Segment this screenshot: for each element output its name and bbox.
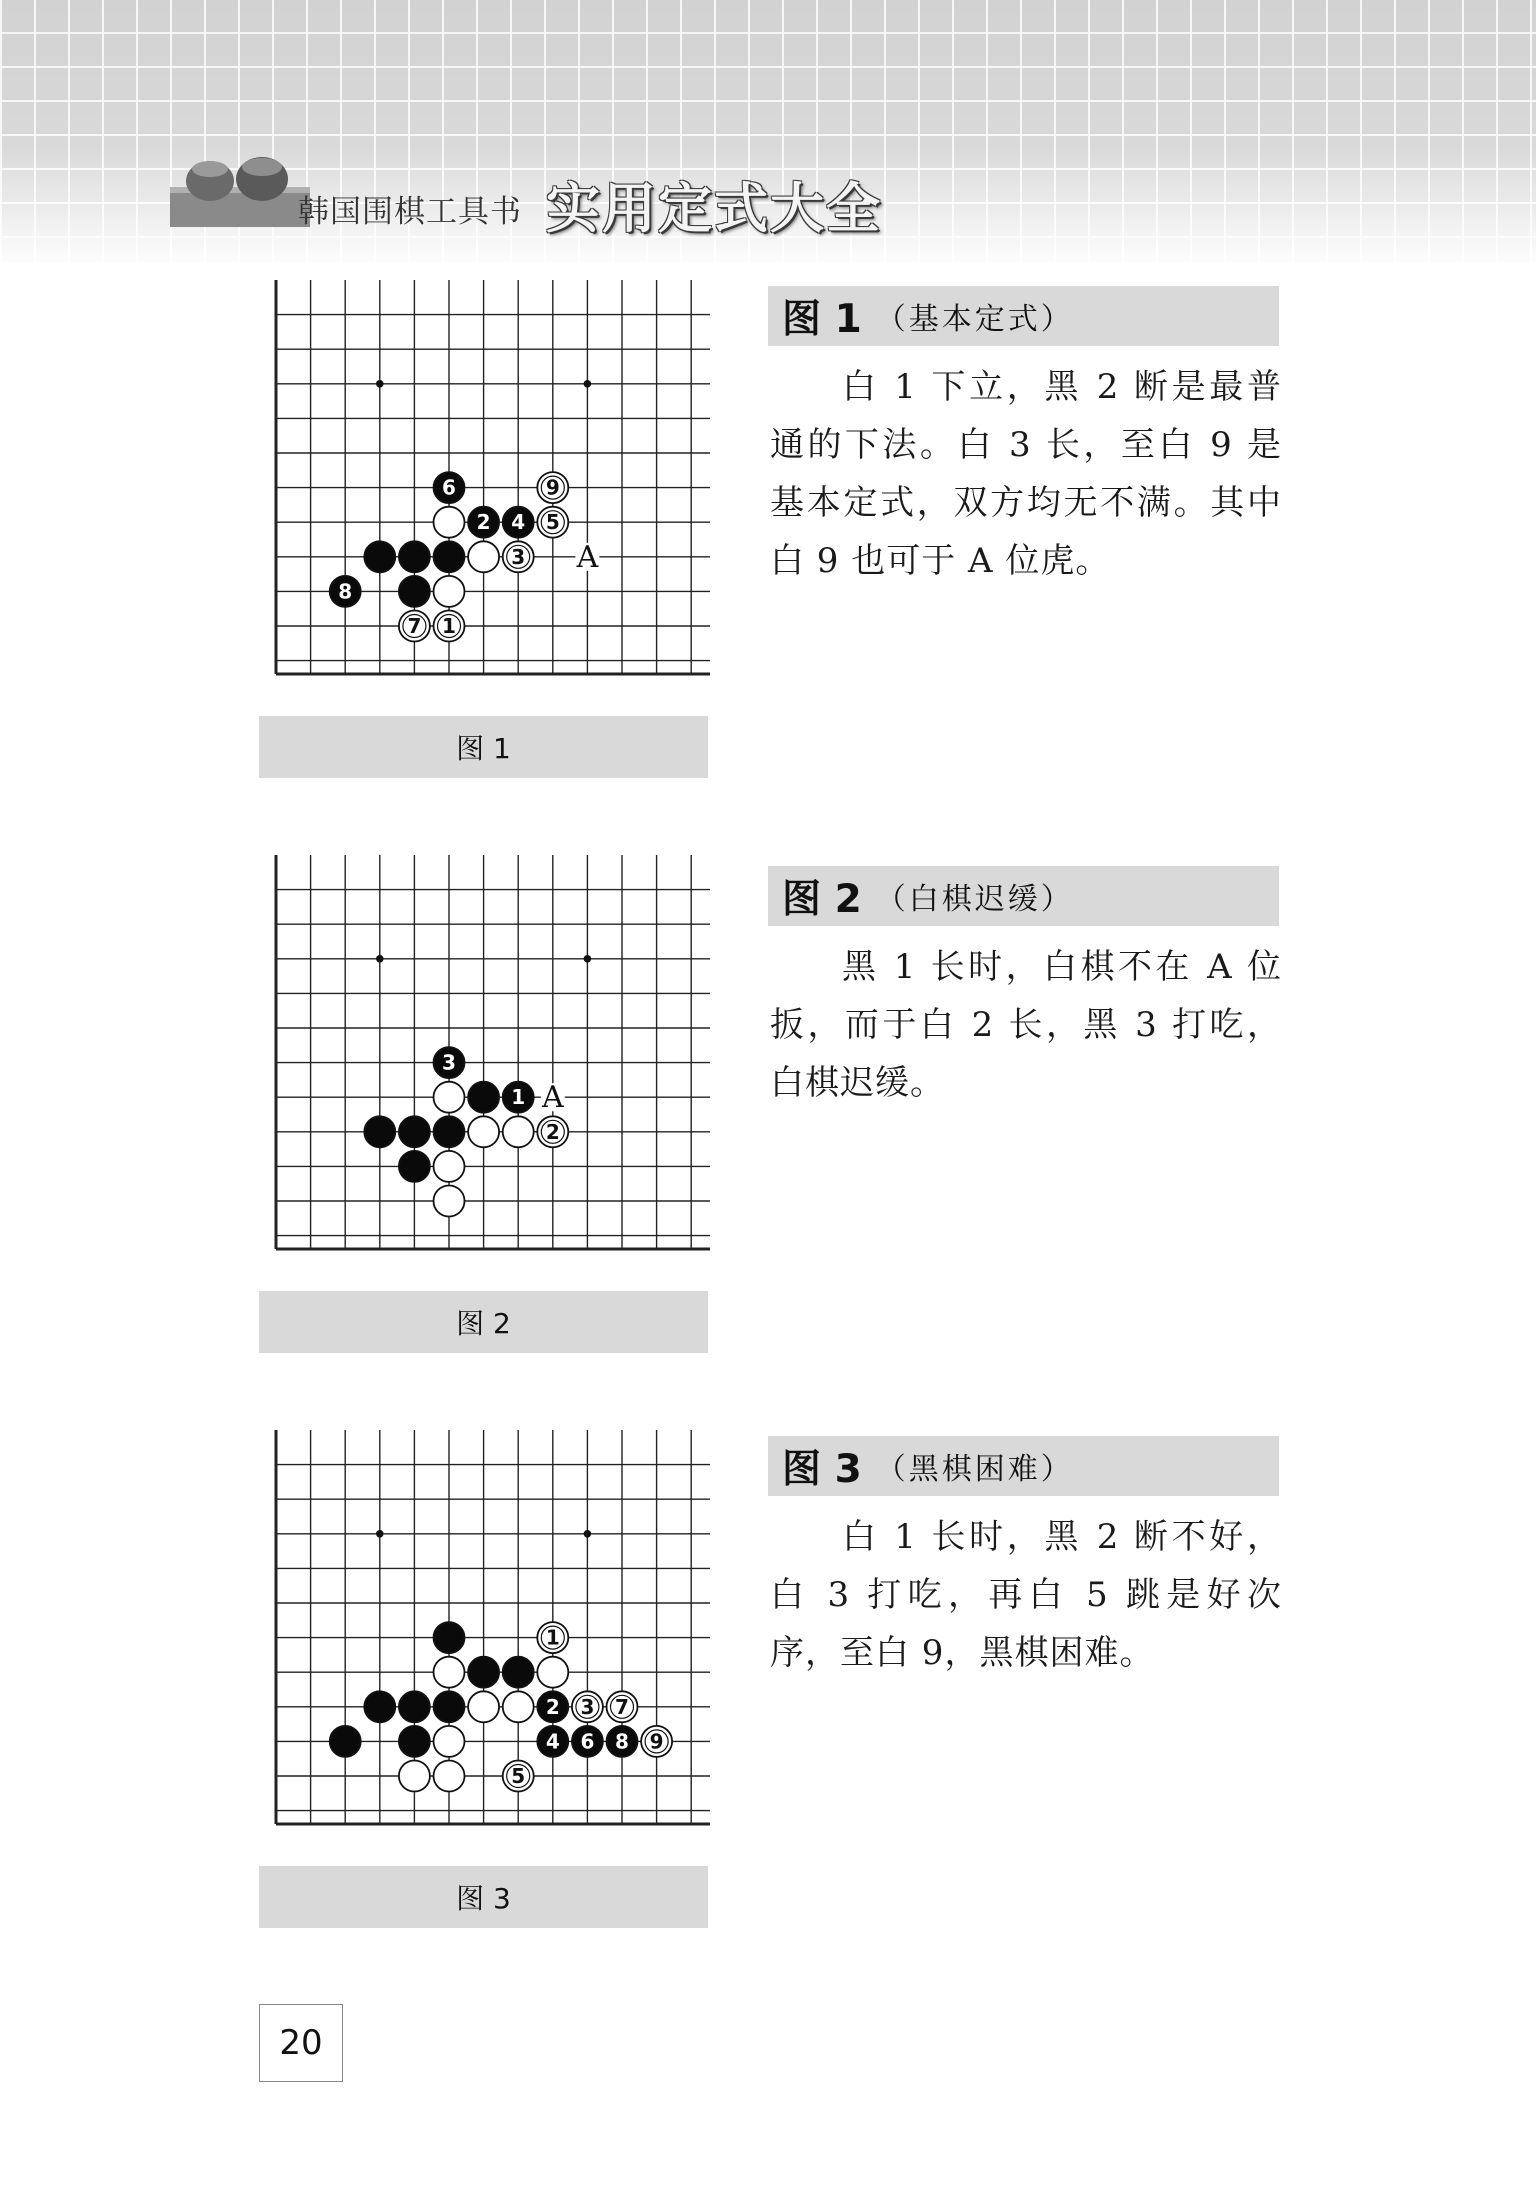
white-stone: [399, 611, 430, 642]
black-stone: [503, 1657, 534, 1688]
star-point: [376, 380, 384, 388]
svg-text:9: 9: [649, 1729, 664, 1754]
svg-text:7: 7: [615, 1694, 629, 1719]
white-stone: [537, 1657, 568, 1688]
figure-title-3: 图 3: [782, 1447, 862, 1492]
black-stone: [399, 1151, 430, 1182]
black-stone: [572, 1726, 603, 1757]
black-stone: [607, 1726, 638, 1757]
go-board-figure-1: [270, 280, 710, 690]
black-stone: [399, 576, 430, 607]
page-header: [0, 0, 1536, 262]
black-stone: [503, 507, 534, 538]
white-stone: [503, 1761, 534, 1792]
black-stone: [434, 472, 465, 503]
black-stone: [537, 1691, 568, 1722]
white-stone: [537, 507, 568, 538]
black-stone: [399, 1116, 430, 1147]
board-grid: [276, 855, 710, 1249]
star-point: [584, 1530, 592, 1538]
black-stone: [330, 576, 361, 607]
white-stone: [434, 1761, 465, 1792]
black-stone: [364, 1116, 395, 1147]
white-stone: [537, 1116, 568, 1147]
white-stone: [503, 1691, 534, 1722]
white-stone: [434, 1082, 465, 1113]
svg-text:2: 2: [545, 1694, 560, 1719]
star-point: [376, 955, 384, 963]
white-stone: [468, 1691, 499, 1722]
svg-text:1: 1: [442, 614, 456, 638]
figure-caption-1: 图 1: [259, 716, 708, 778]
white-stone: [434, 1151, 465, 1182]
svg-text:8: 8: [615, 1729, 629, 1754]
figure-subtitle-1: （基本定式）: [875, 302, 1074, 337]
figure-title-2: 图 2: [782, 877, 862, 922]
black-stone: [468, 1082, 499, 1113]
white-stone: [434, 1186, 465, 1217]
star-point: [376, 1530, 384, 1538]
svg-text:5: 5: [545, 510, 560, 535]
figure-description-1: 白 1 下立，黑 2 断是最普通的下法。白 3 长，至白 9 是基本定式，双方均无不满。其中白 9 也可于 A 位虎。: [770, 367, 1282, 581]
svg-text:6: 6: [580, 1729, 595, 1754]
white-stone: [537, 1622, 568, 1653]
white-stone: [434, 576, 465, 607]
black-stone: [503, 1082, 534, 1113]
svg-text:6: 6: [442, 475, 456, 500]
star-point: [584, 955, 592, 963]
page-number: 20: [259, 2004, 343, 2082]
figure-title-1: 图 1: [782, 297, 862, 342]
svg-text:3: 3: [580, 1694, 595, 1719]
svg-text:5: 5: [511, 1764, 526, 1788]
white-stone: [572, 1691, 603, 1722]
svg-text:9: 9: [545, 475, 560, 500]
figure-title-bar-1: [768, 286, 1279, 346]
black-stone: [434, 1047, 465, 1078]
figure-subtitle-3: （黑棋困难）: [875, 1452, 1074, 1487]
black-stone: [364, 1691, 395, 1722]
black-stone: [364, 541, 395, 572]
white-stone: [434, 611, 465, 642]
white-stone: [434, 1726, 465, 1757]
figure-title-bar-2: [768, 866, 1279, 926]
svg-text:2: 2: [476, 510, 491, 535]
go-board-figure-3: [270, 1430, 710, 1840]
white-stone: [434, 1657, 465, 1688]
svg-text:2: 2: [545, 1119, 560, 1144]
figure-description-2: 黑 1 长时，白棋不在 A 位扳，而于白 2 长，黑 3 打吃，白棋迟缓。: [770, 947, 1282, 1103]
svg-text:4: 4: [545, 1729, 560, 1754]
board-grid: [276, 1430, 710, 1824]
figure-description-3: 白 1 长时，黑 2 断不好，白 3 打吃，再白 5 跳是好次序，至白 9，黑棋困难。: [770, 1517, 1282, 1673]
black-stone: [399, 1726, 430, 1757]
black-stone: [399, 541, 430, 572]
svg-text:1: 1: [545, 1625, 560, 1650]
white-stone: [468, 541, 499, 572]
white-stone: [399, 1761, 430, 1792]
board-grid: [276, 280, 710, 674]
svg-text:8: 8: [338, 579, 353, 604]
svg-text:3: 3: [442, 1050, 456, 1075]
svg-text:1: 1: [511, 1085, 526, 1110]
svg-text:7: 7: [407, 614, 422, 638]
black-stone: [434, 1622, 465, 1653]
figure-caption-3: 图 3: [259, 1866, 708, 1928]
white-stone: [503, 541, 534, 572]
point-label-a: A: [541, 1080, 564, 1116]
star-point: [584, 380, 592, 388]
go-bowls-logo-icon: [170, 145, 310, 227]
series-name: 韩国围棋工具书: [298, 194, 522, 230]
black-stone: [537, 1726, 568, 1757]
black-stone: [434, 1691, 465, 1722]
book-title: 实用定式大全: [546, 176, 882, 240]
figure-caption-2: 图 2: [259, 1291, 708, 1353]
black-stone: [434, 541, 465, 572]
white-stone: [607, 1691, 638, 1722]
white-stone: [468, 1116, 499, 1147]
white-stone: [641, 1726, 672, 1757]
white-stone: [537, 472, 568, 503]
figure-title-bar-3: [768, 1436, 1279, 1496]
figure-subtitle-2: （白棋迟缓）: [875, 882, 1074, 917]
black-stone: [434, 1116, 465, 1147]
white-stone: [434, 507, 465, 538]
point-label-a: A: [576, 539, 599, 575]
black-stone: [468, 1657, 499, 1688]
white-stone: [503, 1116, 534, 1147]
svg-text:3: 3: [511, 544, 526, 569]
black-stone: [330, 1726, 361, 1757]
black-stone: [468, 507, 499, 538]
go-board-figure-2: [270, 855, 710, 1265]
black-stone: [399, 1691, 430, 1722]
svg-text:4: 4: [511, 510, 526, 535]
